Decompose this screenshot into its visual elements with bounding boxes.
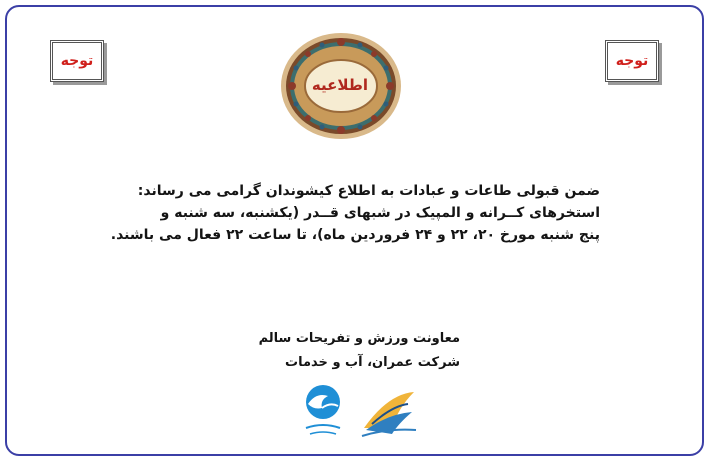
announcement-body (110, 180, 600, 246)
signature-block (230, 327, 460, 375)
attention-badge-left: توجه (50, 40, 104, 82)
attention-badge-right: توجه (605, 40, 659, 82)
body-line-2: استخرهای کــرانه و المپیک در شبهای قــدر (یکشنبه، سه شنبه و (160, 205, 600, 221)
body-line-3: پنج شنبه مورخ ۲۰، ۲۲ و ۲۴ فروردین ماه)، تا ساعت ۲۲ فعال می باشند. (110, 227, 600, 243)
body-line-1: ضمن قبولی طاعات و عبادات به اطلاع کیشوندان گرامی می رساند: (137, 183, 600, 199)
kish-free-zone-logo (300, 382, 346, 440)
kish-services-logo (358, 384, 418, 442)
signature-line-1: معاونت ورزش و تفریحات سالم (258, 331, 460, 346)
signature-line-2: شرکت عمران، آب و خدمات (285, 355, 460, 370)
sail-wave-logo-icon (358, 384, 418, 442)
wave-circle-logo-icon (300, 382, 346, 440)
emblem-title: اطلاعیه (311, 76, 369, 94)
